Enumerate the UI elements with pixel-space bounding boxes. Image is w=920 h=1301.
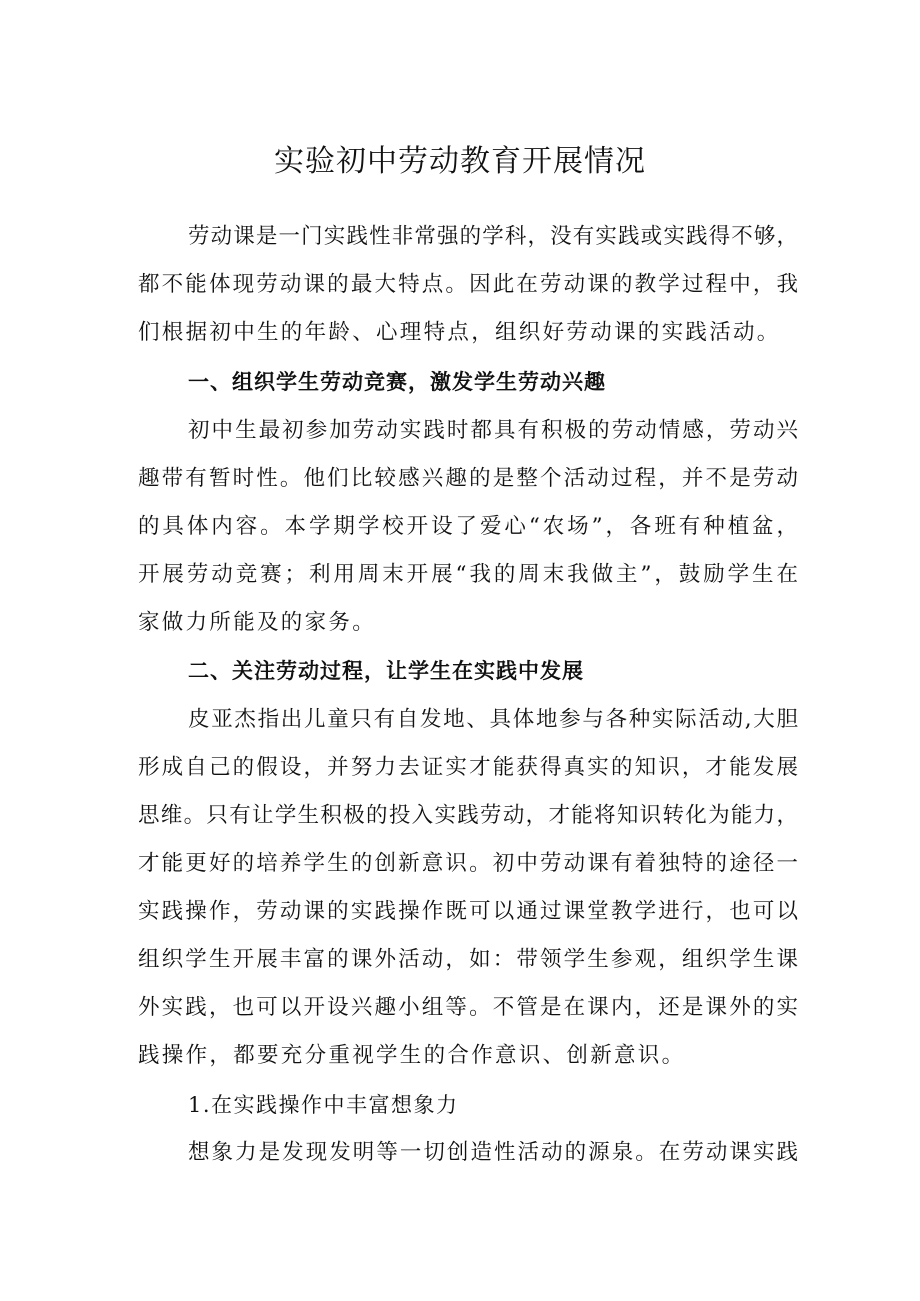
document-title: 实验初中劳动教育开展情况 bbox=[274, 144, 646, 179]
intro-line-2: 都不能体现劳动课的最大特点。因此在劳动课的教学过程中，我 bbox=[138, 272, 798, 297]
section-1-line-5: 家做力所能及的家务。 bbox=[138, 610, 377, 635]
section-2-line-5: 实践操作，劳动课的实践操作既可以通过课堂教学进行，也可以 bbox=[138, 899, 798, 924]
subsection-1-line-1: 想象力是发现发明等一切创造性活动的源泉。在劳动课实践 bbox=[188, 1140, 798, 1165]
section-1-line-4: 开展劳动竞赛；利用周末开展“我的周末我做主”，鼓励学生在 bbox=[138, 562, 798, 587]
subsection-1-heading: 1.在实践操作中丰富想象力 bbox=[188, 1093, 459, 1117]
section-1-heading: 一、组织学生劳动竞赛，激发学生劳动兴趣 bbox=[188, 370, 606, 394]
section-2-line-7: 外实践，也可以开设兴趣小组等。不管是在课内，还是课外的实 bbox=[138, 995, 798, 1020]
section-2-heading: 二、关注劳动过程，让学生在实践中发展 bbox=[188, 659, 584, 683]
section-2-line-2: 形成自己的假设，并努力去证实才能获得真实的知识，才能发展 bbox=[138, 755, 798, 780]
section-1-line-2: 趣带有暂时性。他们比较感兴趣的是整个活动过程，并不是劳动 bbox=[138, 466, 798, 491]
section-2-line-8: 践操作，都要充分重视学生的合作意识、创新意识。 bbox=[138, 1043, 686, 1068]
section-2-line-4: 才能更好的培养学生的创新意识。初中劳动课有着独特的途径一 bbox=[138, 851, 798, 876]
section-2-line-3: 思维。只有让学生积极的投入实践劳动，才能将知识转化为能力， bbox=[138, 803, 798, 828]
section-1-line-1: 初中生最初参加劳动实践时都具有积极的劳动情感，劳动兴 bbox=[188, 418, 798, 443]
intro-line-1: 劳动课是一门实践性非常强的学科，没有实践或实践得不够， bbox=[188, 224, 798, 249]
intro-line-3: 们根据初中生的年龄、心理特点，组织好劳动课的实践活动。 bbox=[138, 320, 781, 345]
section-2-line-1: 皮亚杰指出儿童只有自发地、具体地参与各种实际活动,大胆 bbox=[188, 707, 798, 732]
section-2-line-6: 组织学生开展丰富的课外活动，如：带领学生参观，组织学生课 bbox=[138, 947, 798, 972]
section-1-line-3: 的具体内容。本学期学校开设了爱心“农场”，各班有种植盆， bbox=[138, 514, 798, 539]
